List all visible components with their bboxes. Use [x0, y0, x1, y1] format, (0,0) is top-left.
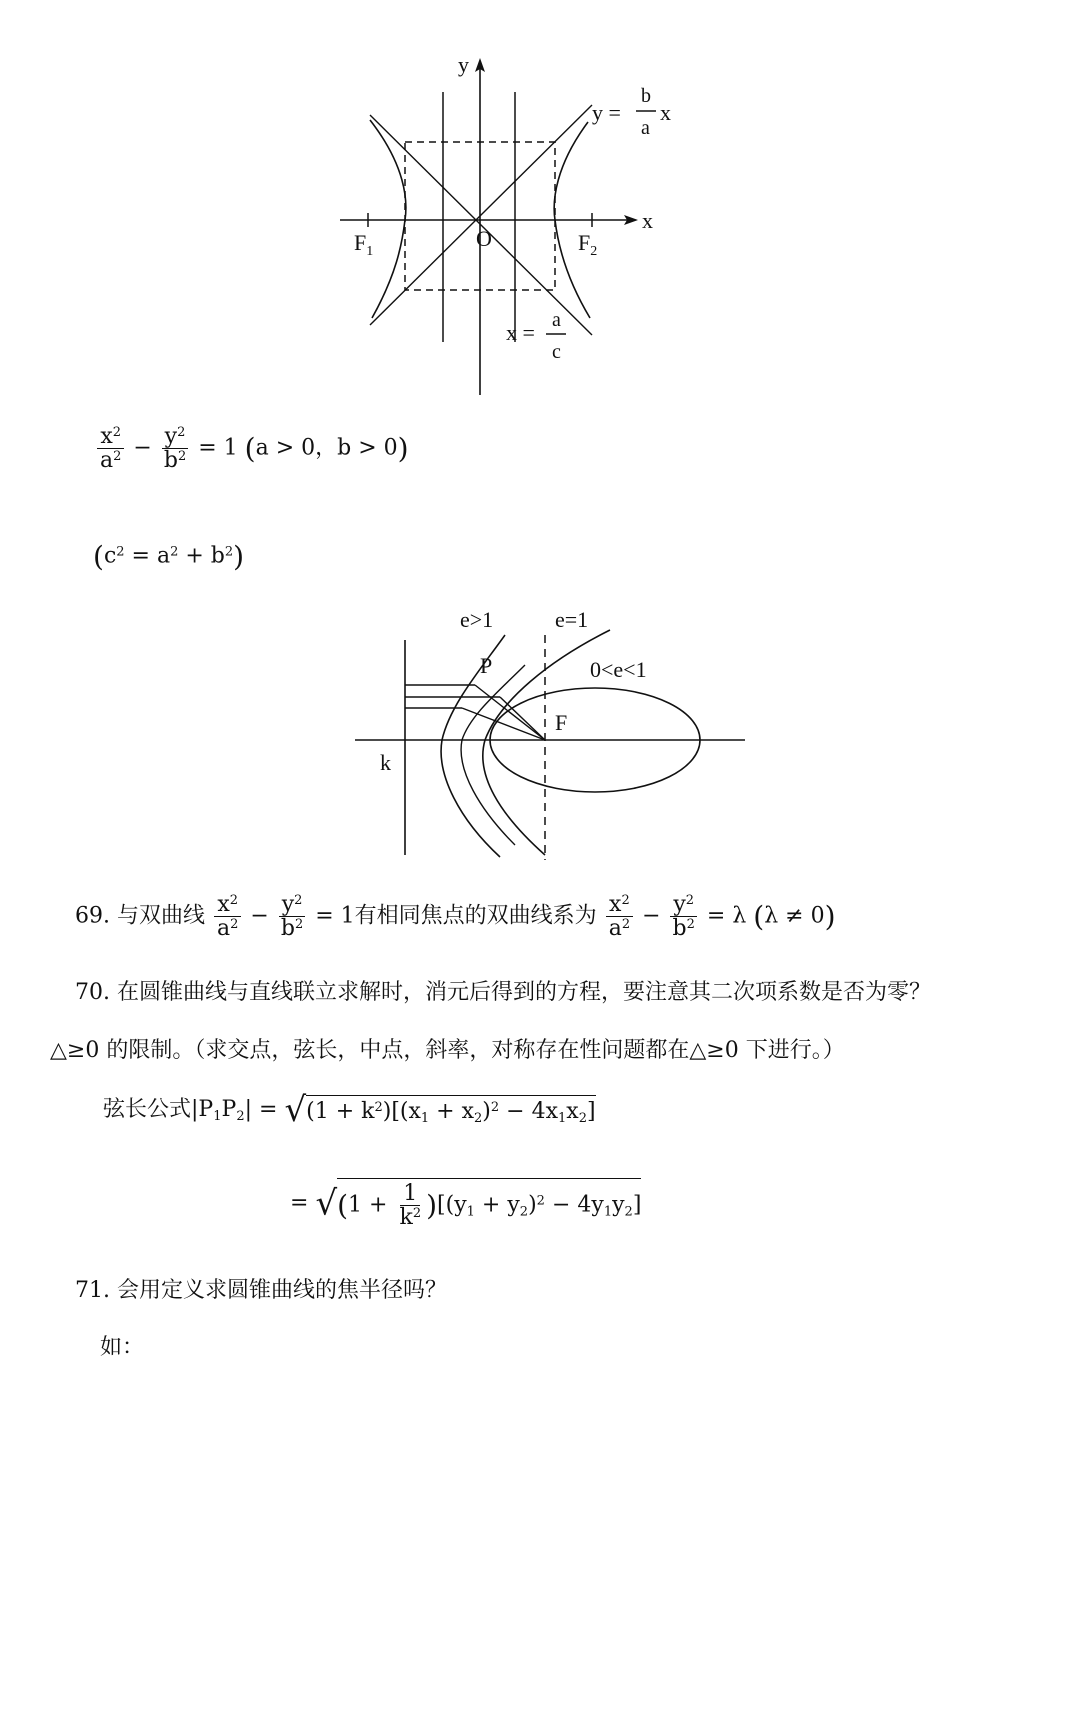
- fraction: $\frac{x^2}{a^2}$: [214, 893, 241, 940]
- item-70-line-2: △≥0 的限制。（求交点，弦长，中点，斜率，对称存在性问题都在△≥0 下进行。）: [50, 1038, 845, 1063]
- item-number: 70.: [75, 980, 110, 1005]
- hyperbola-label: e>1: [460, 607, 494, 632]
- chord-formula-label: 弦长公式: [103, 1097, 192, 1122]
- hyperbola-curve-inner: [461, 665, 525, 845]
- directrix-k-label: k: [380, 750, 391, 775]
- focus-label: F: [555, 710, 568, 735]
- item-number: 71.: [75, 1278, 110, 1303]
- axis-x-label: x: [642, 208, 653, 233]
- fraction-y2-b2: $\frac{y^2}{b^2}$: [161, 425, 189, 472]
- ellipse-label: 0<e<1: [590, 657, 647, 682]
- example-label: 如：: [100, 1335, 145, 1360]
- asymptote-eq-rhs: x: [660, 100, 671, 125]
- asymptote-line: [370, 115, 592, 335]
- focus-right-label: $F_2$: [578, 230, 598, 259]
- sqrt-radicand: $(1 + k^2)[(x_1 + x_2)^2 - 4x_1x_2]$: [306, 1095, 595, 1126]
- focal-relation-equation: $(c^2 = a^2 + b^2)$: [93, 540, 245, 573]
- fraction: $\frac{x^2}{a^2}$: [606, 893, 633, 940]
- focal-line: [475, 685, 545, 740]
- asymptote-line: [370, 105, 592, 325]
- hyperbola-figure: [330, 50, 710, 400]
- sqrt-radicand: (1 + $\frac{1}{k^2}$ )$[(y_1 + y_2)^2 - 4y_1y_2]$: [337, 1178, 641, 1229]
- parameter-condition: a > 0，b > 0: [255, 435, 398, 461]
- fraction: $\frac{1}{k^2}$: [399, 1181, 422, 1231]
- fraction: $\frac{y^2}{b^2}$: [278, 893, 306, 940]
- focus-left-label: $F_1$: [354, 230, 374, 259]
- asymptote-eq-den: a: [641, 117, 650, 139]
- origin-label: O: [476, 226, 492, 251]
- item-69: 69. 与双曲线 $\frac{x^2}{a^2}$ − $\frac{y^2}{b^2}$ = 1有相同焦点的双曲线系为 $\frac{x^2}{a^2}$ − $\frac{y^2}{b^2}$ = λ (λ ≠ 0): [75, 892, 836, 942]
- focal-line: [462, 708, 545, 740]
- item-70-line-1: 70. 在圆锥曲线与直线联立求解时，消元后得到的方程，要注意其二次项系数是否为零？: [75, 980, 932, 1005]
- asymptote-eq-lhs: y =: [592, 100, 621, 125]
- asymptote-eq-num: b: [641, 85, 651, 107]
- eccentricity-figure: [350, 605, 760, 865]
- parabola-label: e=1: [555, 607, 589, 632]
- point-P-label: P: [480, 653, 493, 678]
- hyperbola-standard-equation: $\frac{x^2}{a^2}$ − $\frac{y^2}{b^2}$ = 1 (a > 0，b > 0): [95, 425, 409, 472]
- directrix-eq-lhs: x =: [506, 320, 535, 345]
- axis-y-label: y: [458, 52, 469, 77]
- item-71: 71. 会用定义求圆锥曲线的焦半径吗？: [75, 1278, 448, 1303]
- fraction: $\frac{y^2}{b^2}$: [670, 893, 698, 940]
- chord-length-formula-1: 弦长公式$|P_1P_2| = √(1 + k^2)[(x_1 + x_2)^2 - 4x_1x_2]$: [103, 1090, 596, 1130]
- chord-length-formula-2: = √(1 + $\frac{1}{k^2}$ )$[(y_1 + y_2)^2 - 4y_1y_2]$: [290, 1178, 641, 1229]
- fraction-x2-a2: $\frac{x^2}{a^2}$: [97, 425, 124, 472]
- hyperbola-left-branch: [370, 120, 406, 318]
- item-number: 69.: [75, 903, 110, 929]
- directrix-eq-num: a: [552, 309, 561, 331]
- focal-line: [500, 697, 545, 740]
- directrix-eq-den: c: [552, 341, 561, 363]
